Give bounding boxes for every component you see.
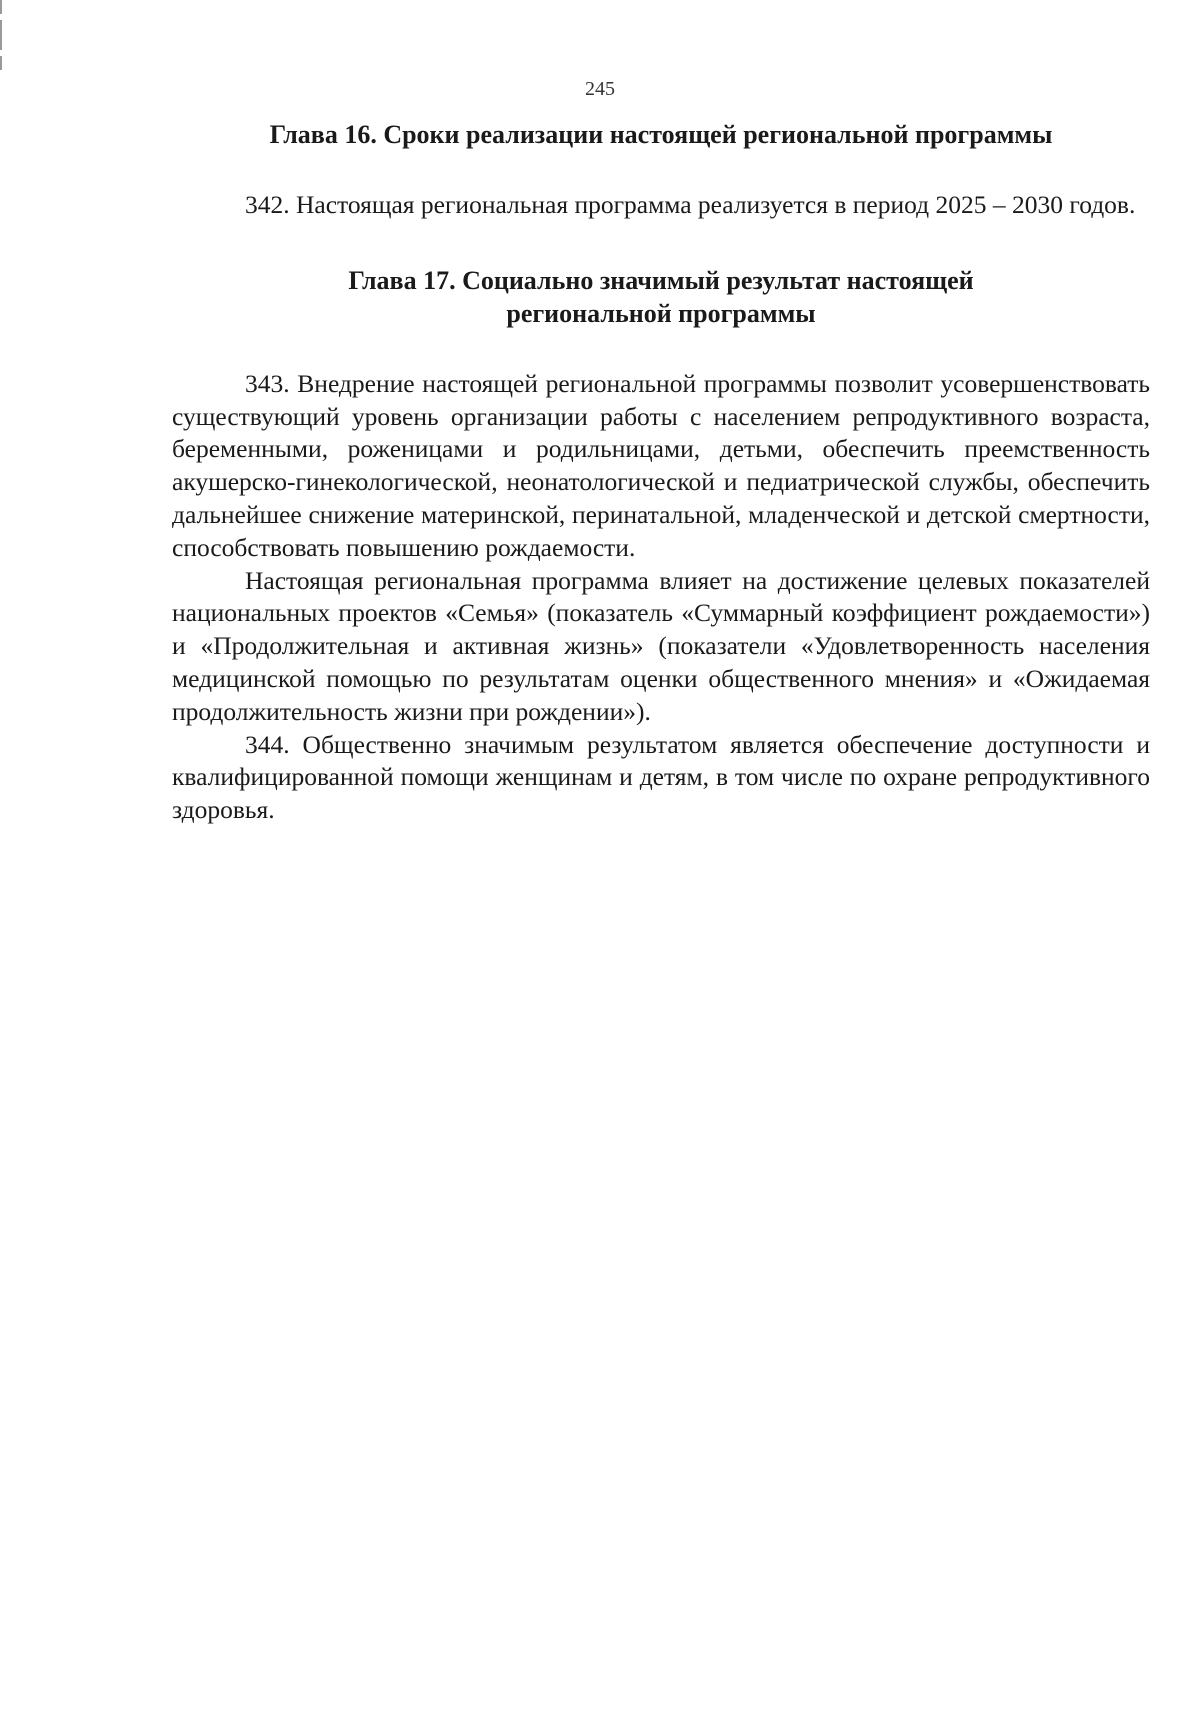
scan-margin-mark [0,0,2,14]
paragraph-national-projects: Настоящая региональная программа влияет на достижение целевых показателей национальных проектов «Семья» (показатель «Суммарный коэффициент рождаемости») и «Продолжительная и активная жизнь» (показатели «Удовлетворенность населения медицинской помощью по результатам оценки общественного мнения» и «Ожидаемая продолжительность жизни при рождении»). [172,565,1150,726]
paragraph-344: 344. Общественно значимым результатом является обеспечение доступности и квалифицированной помощи женщинам и детям, в том числе по охране репродуктивного здоровья. [172,729,1150,825]
page-number: 245 [585,78,615,100]
paragraph-342: 342. Настоящая региональная программа реализуется в период 2025 – 2030 годов. [245,190,1136,219]
paragraph-343: 343. Внедрение настоящей региональной программы позволит усовершенствовать существующий уровень организации работы с населением репродуктивного возраста, беременными, роженицами и родильницами, детьми, обеспечить преемственность акушерско-гинекологической, неонатологической и педиатрической службы, обеспечить дальнейшее снижение материнской, перинатальной, младенческой и детской смертности, способствовать повышению рождаемости. [172,368,1150,562]
chapter-17-heading [172,264,1150,330]
chapter-17-heading-line-2: региональной программы [506,298,816,328]
scan-margin-mark [0,20,2,50]
document-body [172,118,1150,827]
chapter-17-heading-line-1: Глава 17. Социально значимый результат настоящей [348,265,974,295]
scan-margin-mark [0,56,2,70]
chapter-16-heading: Глава 16. Сроки реализации настоящей региональной программы [269,120,1053,149]
